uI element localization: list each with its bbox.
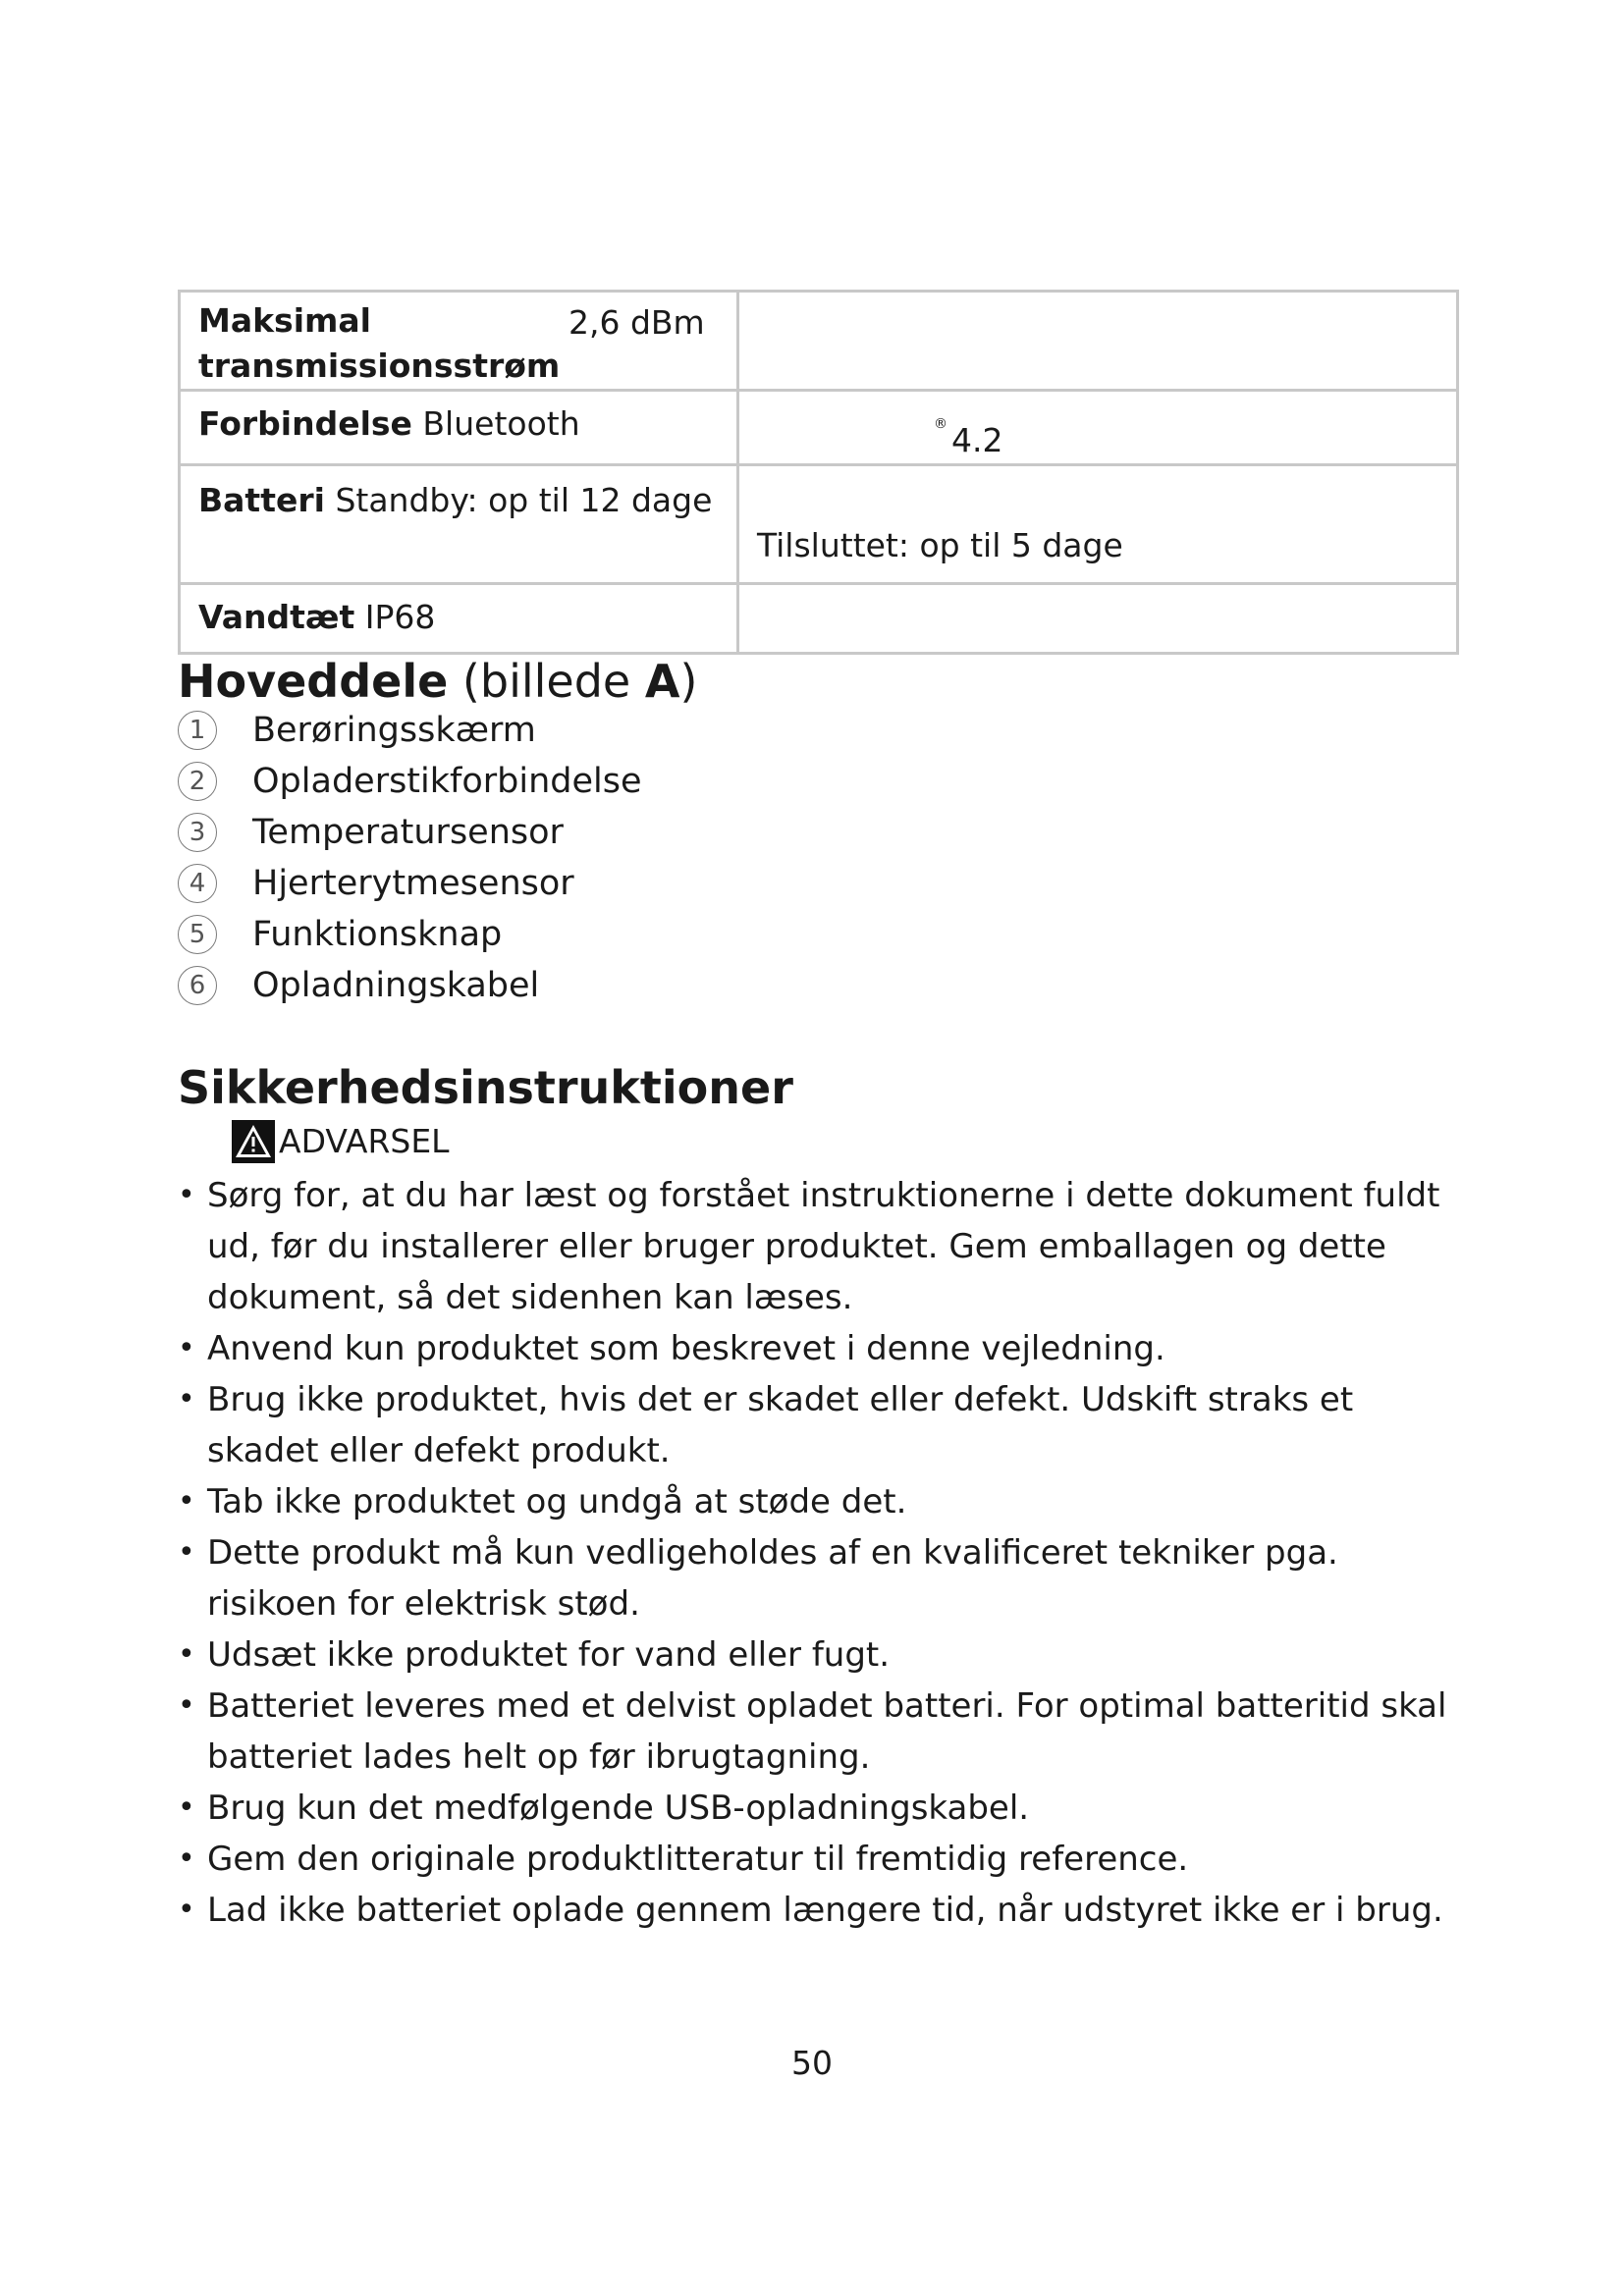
part-label: Opladningskabel (252, 966, 540, 1005)
list-item: • Dette produkt må kun vedligeholdes af en kvalificeret tekniker pga. risikoen for elektrisk stød. (178, 1527, 1474, 1629)
list-item (178, 705, 642, 756)
spec-row-transmission (180, 292, 1458, 391)
safety-list (178, 1170, 1474, 1936)
spec-label: Vandtæt (198, 598, 355, 636)
list-item (178, 960, 642, 1011)
spec-row-connection (180, 391, 1458, 465)
parts-list (178, 705, 642, 1011)
title-rest: (billede (448, 655, 645, 708)
list-item: • Brug kun det medfølgende USB-opladningskabel. (178, 1783, 1474, 1834)
section-title-main-parts (178, 654, 697, 709)
warning-label: ADVARSEL (279, 1122, 450, 1160)
spec-value-right: Tilsluttet: op til 5 dage (757, 526, 1123, 564)
circled-number: 3 (178, 813, 217, 852)
part-label: Hjerterytmesensor (252, 864, 574, 903)
spec-value: IP68 (364, 598, 436, 636)
part-label: Temperatursensor (252, 813, 564, 852)
circled-number: 1 (178, 711, 217, 750)
spec-cell-connection-right (738, 391, 1458, 465)
spec-row-battery (180, 465, 1458, 584)
spec-label: Batteri (198, 481, 325, 519)
list-item: • Lad ikke batteriet oplade gennem længere tid, når udstyret ikke er i brug. (178, 1885, 1474, 1936)
circled-number: 5 (178, 915, 217, 954)
spec-cell-empty (738, 292, 1458, 391)
part-label: Funktionsknap (252, 915, 503, 954)
spec-value-right: 4.2 (951, 421, 1003, 459)
part-label: Opladerstikforbindelse (252, 762, 642, 801)
title-bold: Hoveddele (178, 655, 449, 708)
circled-number: 4 (178, 864, 217, 903)
list-item (178, 756, 642, 807)
warning-label-row (232, 1117, 450, 1166)
spec-label: Forbindelse (198, 404, 412, 443)
circled-number: 2 (178, 762, 217, 801)
circled-number: 6 (178, 966, 217, 1005)
page-number: 50 (791, 2044, 833, 2082)
spec-cell-battery (180, 465, 738, 584)
spec-label: Maksimal transmissionsstrøm (198, 301, 561, 385)
spec-cell-battery-right (738, 465, 1458, 584)
spec-value: Bluetooth (422, 404, 580, 443)
list-item: • Batteriet leveres med et delvist opladet batteri. For optimal batteritid skal batteriet lades helt op før ibrugtagning. (178, 1681, 1474, 1783)
list-item: • Brug ikke produktet, hvis det er skadet eller defekt. Udskift straks et skadet eller defekt produkt. (178, 1374, 1474, 1476)
list-item: • Sørg for, at du har læst og forstået instruktionerne i dette dokument fuldt ud, før du installerer eller bruger produktet. Gem emballagen og dette dokument, så det sidenhen kan læses. (178, 1170, 1474, 1323)
spec-cell-empty (738, 584, 1458, 654)
list-item: • Gem den originale produktlitteratur til fremtidig reference. (178, 1834, 1474, 1885)
section-title-safety: Sikkerhedsinstruktioner (178, 1061, 793, 1114)
list-item: • Tab ikke produktet og undgå at støde det. (178, 1476, 1474, 1527)
spec-table (178, 290, 1459, 655)
list-item (178, 858, 642, 909)
list-item: • Anvend kun produktet som beskrevet i denne vejledning. (178, 1323, 1474, 1374)
spec-cell-connection (180, 391, 738, 465)
spec-value: Standby: op til 12 dage (335, 481, 713, 519)
list-item (178, 807, 642, 858)
list-item: • Udsæt ikke produktet for vand eller fugt. (178, 1629, 1474, 1681)
registered-mark: ® (934, 416, 947, 432)
part-label: Berøringsskærm (252, 711, 536, 750)
title-figure: A (644, 655, 680, 708)
title-end: ) (679, 655, 698, 708)
spec-row-waterproof (180, 584, 1458, 654)
list-item (178, 909, 642, 960)
warning-triangle-icon (232, 1120, 275, 1163)
spec-value-transmission: 2,6 dBm (568, 303, 705, 342)
spec-cell-waterproof (180, 584, 738, 654)
